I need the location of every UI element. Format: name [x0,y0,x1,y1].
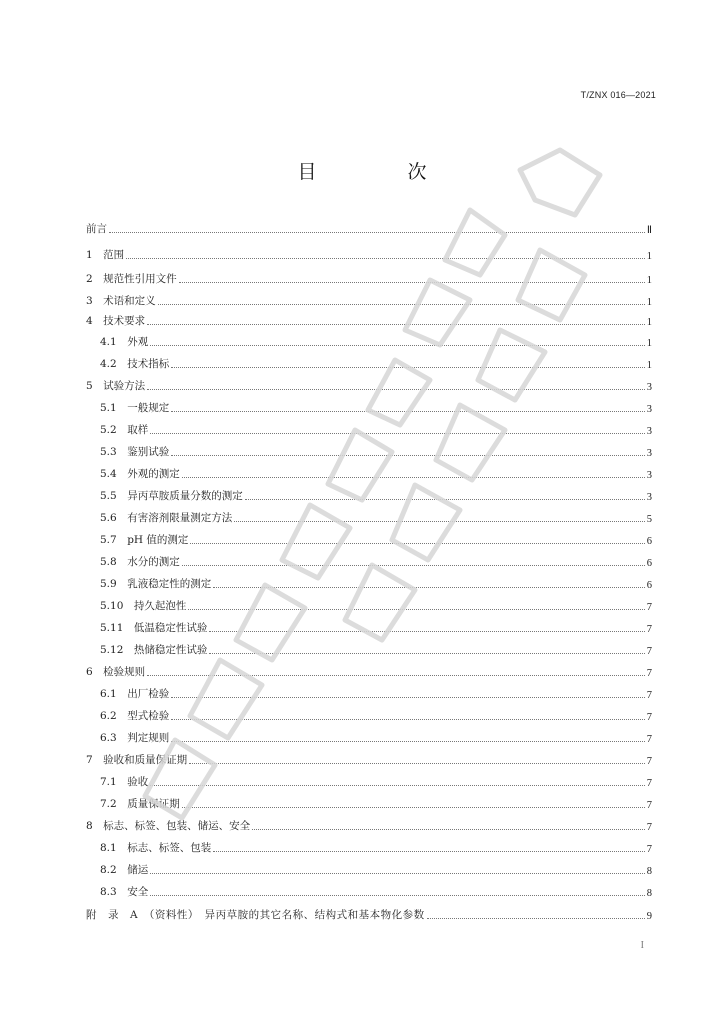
toc-entry-label: 5.10 持久起泡性 [100,600,187,612]
toc-entry[interactable] [100,423,652,437]
toc-entry-page: 3 [646,404,652,415]
toc-entry[interactable] [86,908,652,922]
toc-leader-dots [427,917,645,919]
toc-entry-label: 1 范围 [86,249,125,261]
toc-entry[interactable] [86,222,652,236]
toc-leader-dots [190,542,644,544]
toc-entry-label: 8.2 储运 [100,864,149,876]
toc-leader-dots [126,257,645,259]
toc-entry-page: 7 [646,646,652,657]
toc-leader-dots [213,850,645,852]
toc-entry-label: 2 规范性引用文件 [86,273,177,285]
toc-entry-label: 6.3 判定规则 [100,732,170,744]
toc-entry-page: 7 [646,602,652,613]
page-title: 目 次 [297,161,463,183]
toc-entry-page: 6 [646,536,652,547]
toc-entry-page: 1 [646,275,652,286]
toc-leader-dots [171,718,645,720]
toc-entry[interactable] [100,643,652,657]
toc-entry[interactable] [100,489,652,503]
toc-leader-dots [209,630,644,632]
toc-entry-page: 1 [646,338,652,349]
toc-leader-dots [213,586,645,588]
toc-entry-page: 8 [646,888,652,899]
toc-entry-label: 8.3 安全 [100,886,149,898]
toc-entry-page: 7 [646,712,652,723]
toc-entry[interactable] [86,248,652,262]
toc-leader-dots [147,323,645,325]
toc-leader-dots [182,806,645,808]
toc-entry-label: 8.1 标志、标签、包装 [100,842,212,854]
toc-entry-label: 5.2 取样 [100,424,149,436]
toc-entry-label: 7.1 验收 [100,776,149,788]
toc-entry-page: 1 [646,297,652,308]
toc-entry[interactable] [100,445,652,459]
toc-entry-label: 4.2 技术指标 [100,358,170,370]
toc-entry-page: 3 [646,448,652,459]
toc-entry-label: 5.12 热储稳定性试验 [100,644,208,656]
toc-entry[interactable] [100,467,652,481]
toc-entry-page: 3 [646,492,652,503]
toc-leader-dots [179,281,645,283]
toc-entry-page: 7 [646,756,652,767]
toc-entry-label: 5.9 乳液稳定性的测定 [100,578,212,590]
toc-entry[interactable] [100,599,652,613]
toc-entry-page: 7 [646,844,652,855]
toc-entry-page: 6 [646,558,652,569]
toc-leader-dots [234,520,645,522]
toc-leader-dots [245,498,645,500]
toc-entry-label: 5.6 有害溶剂限量测定方法 [100,512,233,524]
toc-entry[interactable] [86,665,652,679]
toc-leader-dots [150,894,645,896]
toc-leader-dots [171,740,645,742]
toc-leader-dots [188,608,644,610]
toc-entry-label: 5.4 外观的测定 [100,468,180,480]
toc-entry[interactable] [100,797,652,811]
toc-entry-page: 7 [646,734,652,745]
toc-entry-page: 7 [646,800,652,811]
toc-leader-dots [171,454,645,456]
toc-entry-label: 5.7 pH 值的测定 [100,534,189,546]
toc-entry[interactable] [86,294,652,308]
toc-leader-dots [252,828,645,830]
toc-entry-label: 5.3 鉴别试验 [100,446,170,458]
toc-entry-page: 9 [646,911,652,922]
toc-entry-label: 3 术语和定义 [86,295,156,307]
toc-entry[interactable] [100,511,652,525]
toc-entry-page: 3 [646,426,652,437]
toc-entry-page: 1 [646,317,652,328]
toc-entry-label: 前言 [86,223,107,235]
toc-entry-page: 5 [646,514,652,525]
toc-entry-page: 7 [646,624,652,635]
toc-entry-label: 5.1 一般规定 [100,402,170,414]
page-number: I [640,940,644,951]
toc-entry[interactable] [100,687,652,701]
toc-leader-dots [171,696,645,698]
toc-entry-page: 7 [646,668,652,679]
toc-leader-dots [109,231,645,233]
toc-entry[interactable] [100,775,652,789]
toc-entry[interactable] [100,577,652,591]
toc-leader-dots [150,432,645,434]
toc-leader-dots [150,784,645,786]
toc-entry-page: 6 [646,580,652,591]
toc-entry-page: Ⅱ [646,225,652,236]
toc-leader-dots [171,366,645,368]
toc-entry-label: 4 技术要求 [86,315,146,327]
toc-entry[interactable] [100,335,652,349]
toc-entry[interactable] [100,863,652,877]
toc-entry-page: 7 [646,778,652,789]
toc-entry[interactable] [86,314,652,328]
toc-leader-dots [150,344,645,346]
toc-leader-dots [182,476,645,478]
toc-entry-label: 5 试验方法 [86,380,146,392]
toc-entry[interactable] [100,621,652,635]
toc-entry[interactable] [100,731,652,745]
toc-entry[interactable] [100,885,652,899]
toc-entry-label: 5.8 水分的测定 [100,556,180,568]
toc-entry-label: 6.2 型式检验 [100,710,170,722]
toc-leader-dots [150,872,645,874]
toc-entry-page: 1 [646,251,652,262]
toc-entry[interactable] [86,819,652,833]
toc-leader-dots [189,762,645,764]
toc-entry-label: 5.11 低温稳定性试验 [100,622,208,634]
toc-entry-label: 6.1 出厂检验 [100,688,170,700]
toc-entry[interactable] [100,841,652,855]
toc-leader-dots [147,674,645,676]
toc-entry-page: 1 [646,360,652,371]
toc-entry-label: 附 录 A （资料性） 异丙草胺的其它名称、结构式和基本物化参数 [86,909,425,921]
toc-entry[interactable] [86,272,652,286]
toc-entry[interactable] [86,379,652,393]
toc-entry[interactable] [100,357,652,371]
toc-entry-label: 7 验收和质量保证期 [86,754,188,766]
toc-entry[interactable] [100,401,652,415]
toc-leader-dots [182,564,645,566]
toc-entry-label: 5.5 异丙草胺质量分数的测定 [100,490,243,502]
toc-entry-page: 8 [646,866,652,877]
toc-entry-page: 3 [646,470,652,481]
toc-entry[interactable] [100,555,652,569]
toc-entry[interactable] [100,533,652,547]
toc-entry-label: 7.2 质量保证期 [100,798,180,810]
toc-leader-dots [209,652,644,654]
toc-entry-label: 8 标志、标签、包装、储运、安全 [86,820,251,832]
toc-entry-page: 7 [646,690,652,701]
toc-entry-label: 6 检验规则 [86,666,146,678]
toc-leader-dots [171,410,645,412]
toc-entry-page: 3 [646,382,652,393]
toc-entry-page: 7 [646,822,652,833]
document-code: T/ZNX 016—2021 [580,90,656,100]
toc-entry[interactable] [86,753,652,767]
toc-entry-label: 4.1 外观 [100,336,149,348]
toc-entry[interactable] [100,709,652,723]
toc-leader-dots [158,303,645,305]
toc-leader-dots [147,388,645,390]
